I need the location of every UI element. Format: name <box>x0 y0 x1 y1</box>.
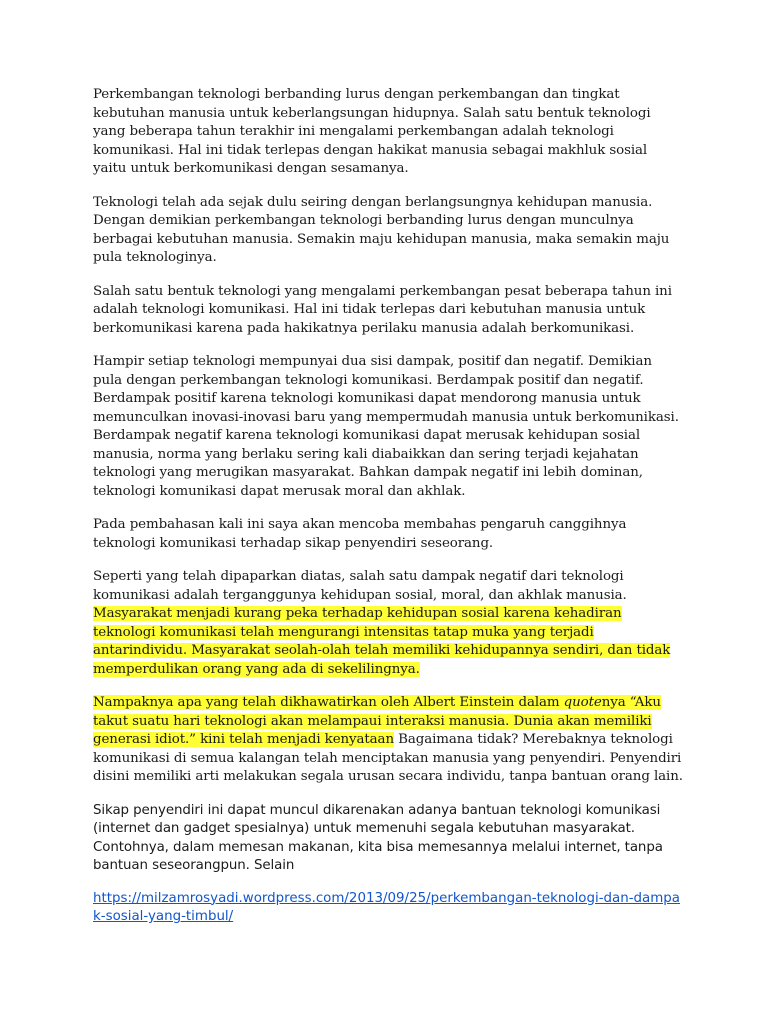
document-body <box>93 86 683 927</box>
paragraph-6-text: Seperti yang telah dipaparkan diatas, salah satu dampak negatif dari teknologi komunikasi adalah terganggunya kehidupan sosial, moral, dan akhlak manusia. <box>93 569 627 603</box>
paragraph-2: Teknologi telah ada sejak dulu seiring dengan berlangsungnya kehidupan manusia. Dengan demikian perkembangan teknologi berbanding lurus dengan munculnya berbagai kebutuhan manusia. Semakin maju kehidupan manusia, maka semakin maju pula teknologinya. <box>93 194 670 265</box>
paragraph-7-highlight-before: Nampaknya apa yang telah dikhawatirkan oleh Albert Einstein dalam <box>93 695 564 710</box>
paragraph-4: Hampir setiap teknologi mempunyai dua sisi dampak, positif dan negatif. Demikian pula dengan perkembangan teknologi komunikasi. Berdampak positif dan negatif. Berdampak positif karena teknologi komunikasi dapat mendorong manusia untuk memunculkan inovasi-inovasi baru yang mempermudah manusia untuk berkomunikasi. Berdampak negatif karena teknologi komunikasi dapat merusak kehidupan sosial manusia, norma yang berlaku sering kali diabaikkan dan sering terjadi kejahatan teknologi yang merugikan masyarakat. Bahkan dampak negatif ini lebih dominan, teknologi komunikasi dapat merusak moral dan akhlak. <box>93 354 679 499</box>
paragraph-8: Sikap penyendiri ini dapat muncul dikarenakan adanya bantuan teknologi komunikasi (internet dan gadget spesialnya) untuk memenuhi segala kebutuhan masyarakat. Contohnya, dalam memesan makanan, kita bisa memesannya melalui internet, tanpa bantuan seseorangpun. Selain <box>93 802 663 873</box>
paragraph-6-highlight: Masyarakat menjadi kurang peka terhadap kehidupan sosial karena kehadiran teknologi komunikasi telah mengurangi intensitas tatap muka yang terjadi antarindividu. Masyarakat seolah-olah telah memiliki kehidupannya sendiri, dan tidak memperdulikan orang yang ada di sekelilingnya. <box>93 606 671 677</box>
paragraph-1: Perkembangan teknologi berbanding lurus dengan perkembangan dan tingkat kebutuhan manusia untuk keberlangsungan hidupnya. Salah satu bentuk teknologi yang beberapa tahun terakhir ini mengalami perkembangan adalah teknologi komunikasi. Hal ini tidak terlepas dengan hakikat manusia sebagai makhluk sosial yaitu untuk berkomunikasi dengan sesamanya. <box>93 87 651 176</box>
paragraph-6 <box>93 568 683 679</box>
paragraph-7-text-after: Bagaimana tidak? Merebaknya teknologi komunikasi di semua kalangan telah menciptakan manusia yang penyendiri. Penyendiri disini memiliki arti melakukan segala urusan secara individu, tanpa bantuan orang lain. <box>93 732 683 784</box>
source-link[interactable]: https://milzamrosyadi.wordpress.com/2013/09/25/perkembangan-teknologi-dan-dampak-sosial-yang-timbul/ <box>93 890 681 924</box>
paragraph-3: Salah satu bentuk teknologi yang mengalami perkembangan pesat beberapa tahun ini adalah teknologi komunikasi. Hal ini tidak terlepas dari kebutuhan manusia untuk berkomunikasi karena pada hakikatnya perilaku manusia adalah berkomunikasi. <box>93 283 672 336</box>
paragraph-7-highlight-after: nya “Aku takut suatu hari teknologi akan melampaui interaksi manusia. Dunia akan memiliki generasi idiot.” kini telah menjadi kenyataan <box>93 695 661 747</box>
paragraph-7 <box>93 694 683 787</box>
paragraph-7-highlight-italic: quote <box>563 695 602 710</box>
paragraph-5: Pada pembahasan kali ini saya akan mencoba membahas pengaruh canggihnya teknologi komunikasi terhadap sikap penyendiri seseorang. <box>93 517 627 551</box>
